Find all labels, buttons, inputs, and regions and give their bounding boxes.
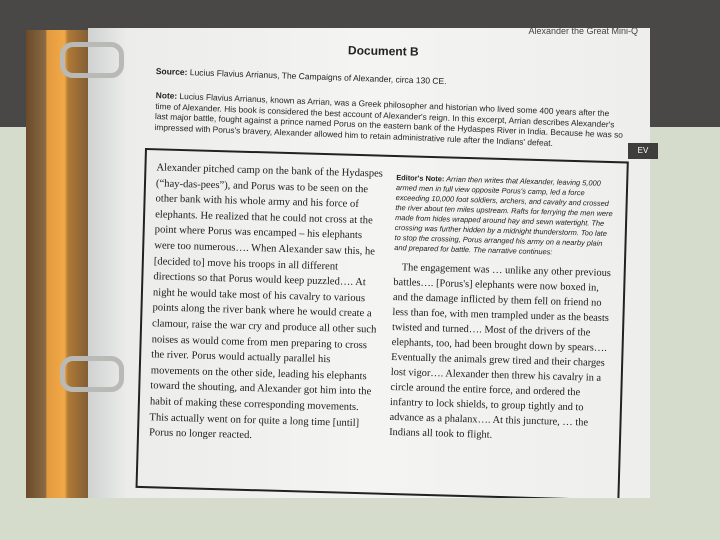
- source-label: Source:: [155, 66, 188, 78]
- excerpt-right-column: [389, 173, 614, 446]
- editors-note: [394, 173, 614, 259]
- slide-badge: EV: [628, 143, 658, 159]
- page-header-fragment: Alexander the Great Mini-Q: [528, 28, 638, 36]
- slide-right-margin: [650, 127, 720, 540]
- binder-ring-top: [60, 42, 124, 78]
- editors-note-text: Arrian then writes that Alexander, leaving 5,000 armed men in full view opposite Porus's camp, led a force exceeding 10,000 foot soldiers, archers, and cavalry and crossed the river about ten miles upstream. Rafts for ferrying the men were made from hides wrapped around hay and sewn watertight. The crossing was further hidden by a midnight thunderstorm. Too late to stop the crossing, Porus arranged his army on a nearby plain and prepared for battle. The narrative continues:: [394, 174, 613, 257]
- note-paragraph: [154, 90, 625, 151]
- excerpt-box: [136, 148, 629, 498]
- excerpt-continuation: The engagement was … unlike any other previous battles…. [Porus's] elephants were now boxed in, and the damage inflicted by them fell on friend no less than foe, with men trampled under as the beasts twisted and turned…. Most of the drivers of the elephants, too, had been brought down by spears…. Eventually the animals grew tired and their charges lost vigor…. Alexander then threw his cavalry in a circle around the entire force, and ordered the infantry to lock shields, to group tightly and to advance as a phalanx…. At this juncture, … the Indians all took to flight.: [388, 262, 612, 441]
- excerpt-left-column: Alexander pitched camp on the bank of the Hydaspes (“hay-das-pees”), and Porus was to be seen on the other bank with his whole army and his force of elephants. He realized that he could not cross at the point where Porus was encamped – his elephants were too numerous…. When Alexander saw this, he [decided to] move his troops in all different directions so that Porus would keep puzzled…. At night he would take most of his cavalry to various points along the river bank where he would create a clamour, raise the war cry and produce all other such noises as would come from men preparing to cross the river. Porus would actually parallel his movements on the other side, leading his elephants toward the shouting, and Alexander got him into the habit of making these corresponding movements. This actually went on for quite a long time [until] Porus no longer reacted.: [148, 162, 384, 442]
- editors-note-label: Editor's Note:: [396, 173, 445, 184]
- binder-edge: [26, 30, 96, 498]
- note-label: Note:: [155, 90, 178, 101]
- document-photo: [88, 28, 650, 498]
- source-line: [156, 66, 636, 93]
- document-title: Document B: [347, 43, 419, 59]
- note-text: Lucius Flavius Arrianus, known as Arrian, was a Greek philosopher and historian who lived some 400 years after the time of Alexander. His book is considered the best account of Alexander's reign. In this excerpt, Arrian describes Alexander's last major battle, fought against a prince named Porus on the eastern bank of the Hydaspes River in India. Because he was so impressed with Porus's bravery, Alexander allowed him to retain administrative rule after the Indians' defeat.: [154, 90, 624, 148]
- source-text: Lucius Flavius Arrianus, The Campaigns of Alexander, circa 130 CE.: [189, 67, 447, 87]
- binder-ring-bottom: [60, 356, 124, 392]
